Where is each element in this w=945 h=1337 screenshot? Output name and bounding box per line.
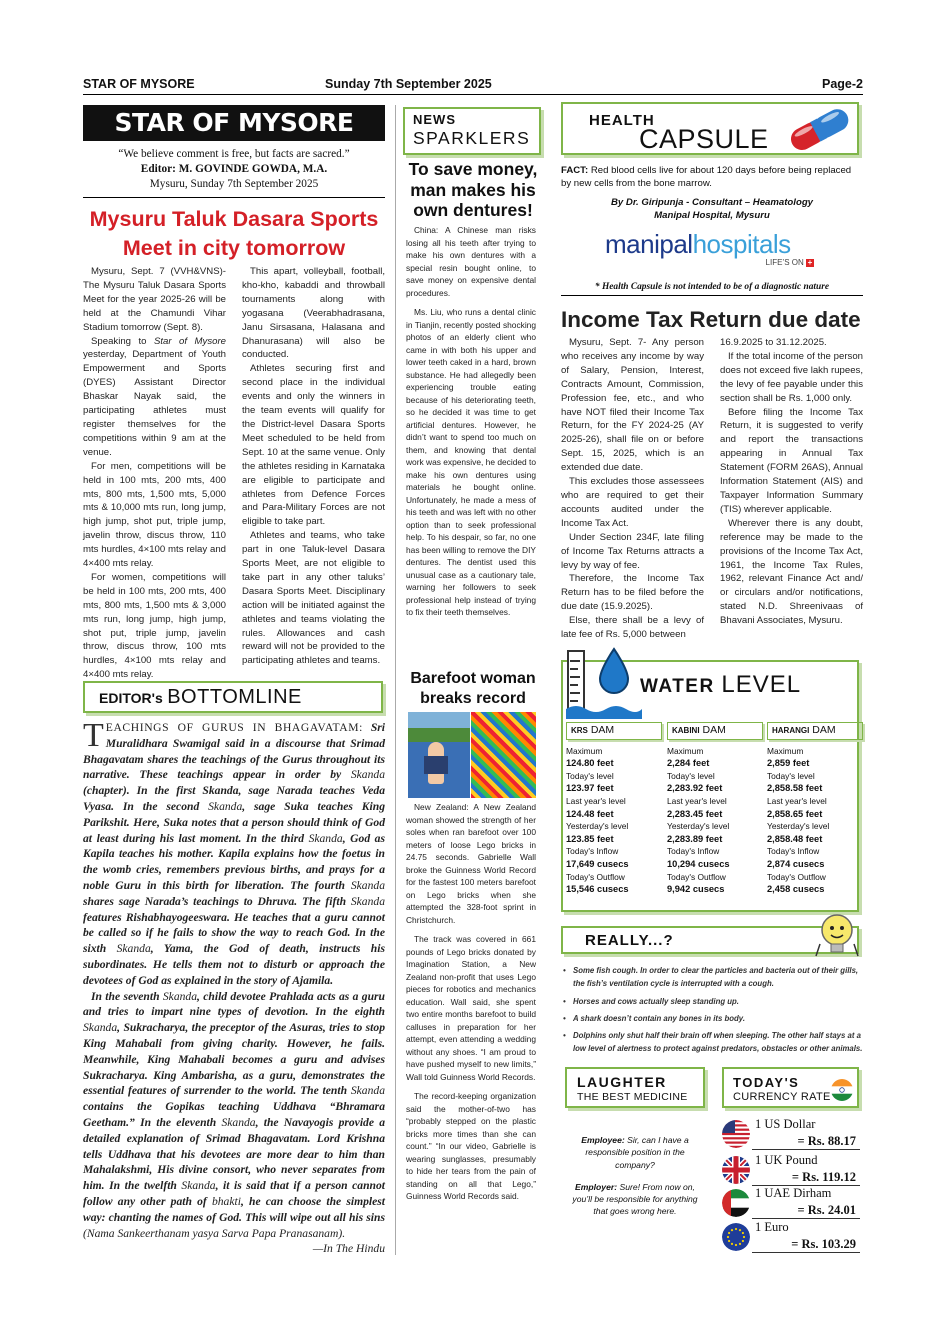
dam-label: Today's level (767, 770, 815, 781)
income-tax-column-2 (720, 336, 863, 628)
income-tax-para: Therefore, the Income Tax Return has to be filed before the due date (15.9.2025). (561, 573, 704, 613)
india-flag-icon (831, 1079, 853, 1101)
dam-value: 2,858.48 feet (767, 833, 823, 844)
dam-label: Today's Inflow (667, 846, 720, 857)
dam-label: Last year's level (767, 795, 827, 806)
dam-label: Maximum (767, 745, 804, 756)
capsule-icon (781, 104, 863, 156)
dam-value: 2,458 cusecs (767, 884, 825, 895)
editorial-lead: EACHINGS OF GURUS IN BHAGAVATAM: (105, 721, 363, 734)
dam-label: Last year's level (566, 795, 626, 806)
dam-label: Today's Outflow (566, 871, 625, 882)
editorial-body (83, 717, 386, 1257)
currency-value: = Rs. 24.01 (797, 1203, 856, 1217)
masthead (83, 105, 385, 198)
really-item: • Horses and cows actually sleep standing up. (563, 996, 739, 1006)
dam-label: Maximum (566, 745, 603, 756)
barefoot-para: The record-keeping organization said the mother-of-two has “probably stepped on the plastic bricks more times than she can count.” “In our video, Gabrielle is wearing sunglasses, presumably to hide her tears from the pain of standing on all that Lego,” Guinness World Records said. (406, 1091, 536, 1201)
currency-title: TODAY'S (733, 1075, 800, 1090)
dentures-para: Ms. Liu, who runs a dental clinic in Tianjin, recently posted shocking photos of an elderly client who came in with both his upper and lower teeth caked in a hard, brown substance. He had allegedly been experiencing trouble eating because of his deteriorating teeth, so he decided it was time to get artificial dentures. However, he didn’t want to spend too much on them, and knowing that dental work was expensive, he decided to make his own dentures using materials he bought online. Unfortunately, he made a mess of his teeth and was left with no other option than to seek professional help. To his despair, so far, no one has been willing to remove the DIY dentures. The dentist used this unusual case as a cautionary tale, warning her followers to seek professional help instead of trying to fix their teeth themselves. (406, 307, 536, 617)
dentures-headline: To save money, man makes his own dentures! (408, 159, 538, 220)
dam-value: 15,546 cusecs (566, 884, 629, 895)
currency-unit: 1 UAE Dirham (755, 1186, 832, 1200)
health-label-bottom: CAPSULE (639, 124, 769, 154)
dasara-column-2 (242, 265, 385, 668)
income-tax-column-1 (561, 336, 704, 642)
editorial-drop-cap: T (83, 717, 104, 754)
us-flag-icon (722, 1120, 750, 1148)
dam-value: 2,284 feet (667, 758, 710, 769)
masthead-motto: “We believe comment is free, but facts are sacred.” (118, 148, 350, 160)
dam-value: 2,283.45 feet (667, 808, 723, 819)
health-byline (561, 197, 863, 223)
dasara-para: For men, competitions will be held in 100 mts, 200 mts, 400 mts, 800 mts, 1,500 mts, 5,000 mts & 10,000 mts run, long jump, high jump, shot put, triple jump, javelin throw, discus throw, 110 mts hurdles, 4×100 mts relay and 4×400 mts relay. (83, 460, 226, 570)
dam-value: 124.48 feet (566, 808, 614, 819)
dam-label: Today's level (667, 770, 715, 781)
dam-label: Maximum (667, 745, 704, 756)
laughter-subtitle: THE BEST MEDICINE (577, 1091, 688, 1103)
masthead-dateline: Mysuru, Sunday 7th September 2025 (149, 178, 319, 190)
health-disclaimer: * Health Capsule is not intended to be of a diagnostic nature (561, 282, 863, 296)
really-title: REALLY...? (585, 932, 674, 949)
income-tax-para: Else, there shall be a levy of late fee of Rs. 5,000 between (561, 615, 704, 641)
health-fact-text: Red blood cells live for about 120 days before being replaced by new cells from the bone marrow. (561, 165, 852, 189)
dam-value: 2,859 feet (767, 758, 810, 769)
dasara-para: Athletes securing first and second place in the individual events and only the winners in the team events will qualify for the District-level Dasara Sports Meet scheduled to be held from Sept. 10 at the same venue. Only the athletes residing in Karnataka are eligible to participate and athletes from Defence Forces and Para-Military Forces are not eligible to take part. (242, 363, 385, 528)
joke-answer: Employer: Sure! From now on, you’ll be responsible for anything that goes wrong here. (572, 1181, 698, 1217)
water-title-light: LEVEL (721, 671, 802, 698)
dam-value: 123.85 feet (566, 833, 614, 844)
masthead-title: STAR OF MYSORE (83, 105, 385, 141)
dentures-body (406, 224, 536, 619)
dam-column-harangi (767, 722, 863, 896)
health-capsule-label (561, 102, 859, 155)
news-sparklers-bottom: SPARKLERS (413, 128, 531, 148)
column-rule (395, 105, 396, 1255)
editors-label-bold: EDITOR's (99, 690, 163, 706)
header-publication: STAR OF MYSORE (83, 77, 195, 91)
currency-label (722, 1067, 859, 1108)
laughter-label (565, 1067, 705, 1108)
dam-value: 2,874 cusecs (767, 858, 825, 869)
news-sparklers-label (403, 107, 541, 155)
income-tax-para: 16.9.2025 to 31.12.2025. (720, 337, 827, 348)
dam-label: Yesterday's level (667, 821, 730, 832)
currency-row-eur (722, 1220, 860, 1253)
dasara-para: For women, competitions will be held in 100 mts, 200 mts, 400 mts, 800 mts, 1,500 mts & 3,000 mts run, long jump, high jump, shot put, triple jump, javelin throw, discus throw, 100 mts hurdles, 4×100 mts relay and 4×400 mts relay. (83, 571, 226, 681)
manipal-logo (605, 229, 820, 271)
uae-flag-icon (722, 1189, 750, 1217)
dam-column-kabini (667, 722, 763, 896)
really-item: • Some fish cough. In order to clear the particles and bacteria out of their gills, the fish’s ventilation cycle is interrupted with a cough. (563, 966, 859, 989)
health-byline-doctor: By Dr. Giripunja - Consultant – Heamatology (610, 197, 814, 208)
dasara-para: This apart, volleyball, football, kho-kho, kabaddi and throwball tournaments along with yogasana (Veerabhadrasana, Janu Sirsasana, Halasana and Dhanurasana) will also be conducted. (242, 266, 385, 361)
dam-label: Today's Outflow (667, 871, 726, 882)
dam-label: Today's level (566, 770, 614, 781)
currency-subtitle: CURRENCY RATE (733, 1091, 831, 1103)
income-tax-para: Wherever there is any doubt, reference may be made to the provisions of the Income Tax Act, 1961, the Income Tax Rules, 1962, relevant Finance Act and/ or circulars and/or notifications, stated N.D. Shreenivaas of Bhavani Associates, Mysuru. (720, 517, 863, 627)
editorial-source: —In The Hindu (312, 1242, 385, 1256)
plus-icon: + (807, 258, 813, 267)
water-level-title (640, 671, 801, 699)
income-tax-para: Mysuru, Sept. 7- Any person who receives any income by way of Salary, Pension, Interest, Contracts Amount, Commission, Profession fee, etc., and who have NOT filed their Income Tax Return, for the FY 2024-25 (AY 2025-26), shall file on or before Sept. 15, 2025, which is an extended due date. (561, 337, 704, 474)
really-item: • A shark doesn’t contain any bones in its body. (563, 1013, 745, 1023)
dam-value: 124.80 feet (566, 758, 614, 769)
dasara-para: Mysuru, Sept. 7 (VVH&VNS)- The Mysuru Taluk Dasara Sports Meet for the year 2025-26 will be held at the Chamundi Vihar Stadium tomorrow (Sept. 8). (83, 266, 226, 333)
dam-header: KABINI DAM (667, 722, 763, 740)
barefoot-body (406, 801, 536, 1203)
dam-value: 2,858.58 feet (767, 783, 823, 794)
manipal-logo-b: hospitals (692, 229, 791, 259)
dam-value: 2,858.65 feet (767, 808, 823, 819)
dam-label: Today's Inflow (566, 846, 619, 857)
barefoot-photo (408, 712, 536, 798)
editors-bottomline-label (83, 681, 383, 713)
dasara-column-1 (83, 265, 226, 682)
masthead-editor: Editor: M. GOVINDE GOWDA, M.A. (140, 163, 328, 175)
health-fact (561, 164, 863, 190)
laughter-joke (570, 1134, 700, 1218)
dam-value: 2,283.92 feet (667, 783, 723, 794)
really-item: • Dolphins only shut half their brain off when sleeping. The other half stays at a low level of alertness to protect against predators, obstacles or other animals. (563, 1031, 863, 1054)
dam-column-krs (566, 722, 662, 896)
header-date: Sunday 7th September 2025 (325, 77, 492, 91)
manipal-tagline: LIFE’S ON (765, 258, 804, 267)
health-label-top: HEALTH (589, 112, 655, 129)
manipal-logo-a: manipal (605, 229, 693, 259)
income-tax-para: This excludes those assessees who are required to get their accounts audited under the Income Tax Act. (561, 476, 704, 529)
income-tax-para: If the total income of the person does not exceed five lakh rupees, the levy of fee payable under this section shall be Rs. 1,000 only. (720, 350, 863, 404)
dam-label: Today's Outflow (767, 871, 826, 882)
dam-header: HARANGI DAM (767, 722, 863, 740)
dam-value: 123.97 feet (566, 783, 614, 794)
page-header (83, 75, 863, 95)
dasara-headline: Mysuru Taluk Dasara Sports Meet in city tomorrow (89, 207, 379, 260)
dentures-para: China: A Chinese man risks losing all his teeth after trying to make his own dentures with a special resin bought online, to save money on expensive dental procedures. (406, 225, 536, 298)
health-byline-hospital: Manipal Hospital, Mysuru (654, 209, 770, 221)
header-page-number: Page-2 (822, 77, 863, 91)
eu-flag-icon (722, 1223, 750, 1251)
dasara-para: Athletes and teams, who take part in one Taluk-level Dasara Sports Meet, are not eligible to take part in any other taluks’ Dasara Sports Meet. Disciplinary action will be initiated against the athletes and teams violating the rules. Allowances and cash reward will not be provided to the participating athletes and teams. (242, 530, 385, 667)
water-gauge-icon (566, 647, 642, 719)
currency-row-aed (722, 1186, 860, 1219)
lightbulb-icon (814, 910, 860, 960)
dasara-para: Speaking to Star of Mysore yesterday, Department of Youth Empowerment and Sports (DYES) Assistant Director Bhaskar Nayak said, the participating athletes must register themselves for the competitions within 9 am at the venue. (83, 335, 226, 458)
dam-label: Last year's level (667, 795, 727, 806)
barefoot-para: The track was covered in 661 pounds of Lego bricks donated by Imagination Station, a New Zealand non-profit that uses Lego pieces for robotics and mechanics education. Wall said, she spent two entire months barefoot to build calluses in preparation for her attempt, even attending a wedding without any shoes. “I am proud to have pushed myself to new limits,” Wall told Guinness World Records. (406, 934, 536, 1082)
laughter-title: LAUGHTER (577, 1074, 667, 1090)
really-list (563, 964, 863, 1056)
income-tax-para: Under Section 234F, late filing of Income Tax Returns attracts a levy by way of fee. (561, 531, 704, 571)
currency-value: = Rs. 119.12 (791, 1170, 856, 1184)
currency-row-gbp (722, 1153, 860, 1186)
joke-question: Employee: Sir, can I have a responsible position in the company? (581, 1135, 689, 1170)
editorial-para-1: TEACHINGS OF GURUS IN BHAGAVATAM: Sri Muralidhara Swamigal said in a discourse that Srimad Bhagavatam shares the teachings of the Gurus throughout its narrative. These teachings appear in order by Skanda (chapter). In the first Skanda, sage Narada teaches Veda Vyasa. In the second Skanda, sage Suka teaches King Parikshit. Here, Suka notes that a person should think of God at least during his last moment. In the third Skanda, God as Kapila teaches his mother. Kapila explains how the foetus in the womb cries, remembers previous births, and prays for a noble Guru in this birth for liberation. The fourth Skanda shares sage Narada’s teachings to Dhruva. The fifth Skanda features Rishabhayogeeswara. He teaches that a guru cannot be called so if he fails to show the way to reach God. In the sixth Skanda, Yama, the God of death, instructs his subordinates. He tells them not to disturb or approach the devotees of God as explained in the story of Ajamila. (83, 717, 385, 987)
dam-label: Today's Inflow (767, 846, 820, 857)
currency-value: = Rs. 103.29 (791, 1237, 856, 1251)
dam-header: KRS DAM (566, 722, 662, 740)
income-tax-para: Before filing the Income Tax Return, it is suggested to verify and report the transactions appearing in Annual Tax Statement (FORM 26AS), Annual Information Statement (AIS) and Taxpayer Information Summary (TIS) wherever applicable. (720, 406, 863, 515)
currency-unit: 1 UK Pound (755, 1153, 818, 1167)
income-tax-headline: Income Tax Return due date (561, 307, 861, 332)
currency-unit: 1 Euro (755, 1220, 789, 1234)
news-sparklers-top: NEWS (413, 112, 456, 127)
currency-row-usd (722, 1117, 860, 1150)
dam-value: 2,283.89 feet (667, 833, 723, 844)
dam-value: 10,294 cusecs (667, 858, 730, 869)
dam-label: Yesterday's level (767, 821, 830, 832)
dam-value: 9,942 cusecs (667, 884, 725, 895)
editorial-para-2: In the seventh Skanda, child devotee Prahlada acts as a guru and tries to impart nine types of devotion. In the eighth Skanda, Sukracharya, the preceptor of the Asuras, tries to stop King Mahabali from giving charity. However, he fails. Meanwhile, King Mahabali becomes a guru and advises Sukracharya. King Ambarisha, as a guru, demonstrates the essential features of surrender to the world. The tenth Skanda contains the Gopikas teaching Uddhava “Bhramara Geetham.” In the eleventh Skanda, the Navayogis provide a detailed explanation of Srimad Bhagavatam. Lord Krishna tells Uddhava that his devotees are more dear to him than Mahalakshmi, His divine consort, who never separates from him. In the twelfth Skanda, it is said that if a person cannot follow any other path of bhakti, he can choose the simplest way: chanting the names of God. This will wipe out all his sins (Nama Sankeerthanam yasya Sarva Papa Pranasanam). (83, 989, 386, 1240)
uk-flag-icon (722, 1156, 750, 1184)
dam-label: Yesterday's level (566, 821, 629, 832)
health-fact-label: FACT: (561, 165, 589, 176)
currency-value: = Rs. 88.17 (797, 1134, 856, 1148)
dam-value: 17,649 cusecs (566, 858, 629, 869)
water-title-bold: WATER (640, 676, 715, 697)
currency-unit: 1 US Dollar (755, 1117, 816, 1131)
barefoot-headline: Barefoot woman breaks record (410, 670, 536, 707)
barefoot-para: New Zealand: A New Zealand woman showed the strength of her soles when ran barefoot over 100 meters of loose Lego bricks in 24.75 seconds. Gabrielle Wall broke the Guinness World Record for the fastest 100 meters barefoot on Lego bricks when she attempted the 328-foot sprint in Christchurch. (406, 802, 536, 925)
editors-label-light: BOTTOMLINE (167, 686, 302, 708)
